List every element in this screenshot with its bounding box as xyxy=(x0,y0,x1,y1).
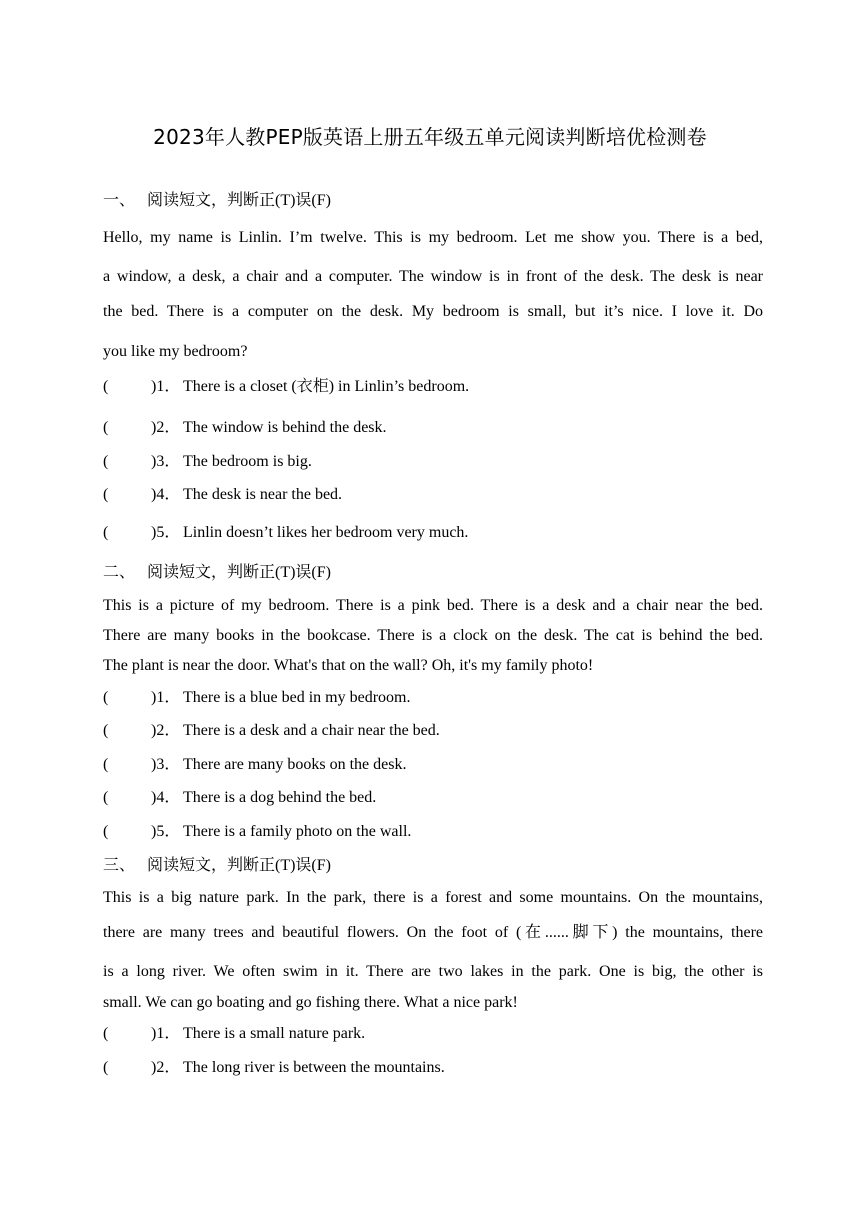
answer-blank[interactable]: ( xyxy=(103,453,109,470)
question-1-3 xyxy=(103,451,312,473)
question-number: )1． xyxy=(151,689,181,706)
question-text: There is a closet (衣柜) in Linlin’s bedroom. xyxy=(183,378,470,395)
question-number: )3． xyxy=(151,756,181,773)
passage-1-line-3: the bed. There is a computer on the desk. My bedroom is small, but it’s nice. I love it. Do xyxy=(103,303,763,320)
question-number: )2． xyxy=(151,1059,181,1076)
question-text: There is a blue bed in my bedroom. xyxy=(183,689,411,706)
question-number: )4． xyxy=(151,789,181,806)
question-1-2 xyxy=(103,417,387,439)
question-text: The long river is between the mountains. xyxy=(183,1059,445,1076)
passage-1-line-4: you like my bedroom? xyxy=(103,343,248,360)
question-2-1 xyxy=(103,687,411,709)
question-text: The bedroom is big. xyxy=(183,453,312,470)
section-2-number: 二、 xyxy=(103,564,136,581)
section-2-instruction: 阅读短文，判断正(T)误(F) xyxy=(147,564,331,581)
question-1-5 xyxy=(103,522,468,544)
question-2-3 xyxy=(103,754,406,776)
section-1-number: 一、 xyxy=(103,192,136,209)
passage-3-line-1: This is a big nature park. In the park, there is a forest and some mountains. On the mountains, xyxy=(103,889,763,906)
question-text: There is a dog behind the bed. xyxy=(183,789,377,806)
question-2-5 xyxy=(103,821,411,843)
passage-1-line-2: a window, a desk, a chair and a computer. The window is in front of the desk. The desk is near xyxy=(103,268,763,285)
passage-3-line-2: there are many trees and beautiful flowers. On the foot of (在......脚下) the mountains, there xyxy=(103,924,763,941)
passage-2-line-2: There are many books in the bookcase. There is a clock on the desk. The cat is behind the bed. xyxy=(103,627,763,644)
question-number: )3． xyxy=(151,453,181,470)
answer-blank[interactable]: ( xyxy=(103,1025,109,1042)
passage-1-line-1: Hello, my name is Linlin. I’m twelve. This is my bedroom. Let me show you. There is a bed, xyxy=(103,229,763,246)
question-number: )5． xyxy=(151,524,181,541)
question-number: )2． xyxy=(151,419,181,436)
answer-blank[interactable]: ( xyxy=(103,722,109,739)
section-1-instruction: 阅读短文，判断正(T)误(F) xyxy=(147,192,331,209)
question-text: Linlin doesn’t likes her bedroom very much. xyxy=(183,524,469,541)
question-number: )4． xyxy=(151,486,181,503)
question-number: )2． xyxy=(151,722,181,739)
answer-blank[interactable]: ( xyxy=(103,378,109,395)
question-2-2 xyxy=(103,720,440,742)
question-text: The desk is near the bed. xyxy=(183,486,343,503)
section-3-heading xyxy=(103,855,331,877)
question-text: There is a desk and a chair near the bed. xyxy=(183,722,440,739)
section-1-heading xyxy=(103,190,331,212)
passage-2-line-1: This is a picture of my bedroom. There is a pink bed. There is a desk and a chair near the bed. xyxy=(103,597,763,614)
section-3-instruction: 阅读短文，判断正(T)误(F) xyxy=(147,857,331,874)
question-2-4 xyxy=(103,787,376,809)
question-text: There is a family photo on the wall. xyxy=(183,823,412,840)
answer-blank[interactable]: ( xyxy=(103,486,109,503)
passage-2-line-3: The plant is near the door. What's that on the wall? Oh, it's my family photo! xyxy=(103,657,594,674)
answer-blank[interactable]: ( xyxy=(103,419,109,436)
question-text: There are many books on the desk. xyxy=(183,756,407,773)
page-title: 2023年人教PEP版英语上册五年级五单元阅读判断培优检测卷 xyxy=(153,125,707,149)
question-text: The window is behind the desk. xyxy=(183,419,387,436)
answer-blank[interactable]: ( xyxy=(103,823,109,840)
question-number: )5． xyxy=(151,823,181,840)
passage-3-line-4: small. We can go boating and go fishing there. What a nice park! xyxy=(103,994,518,1011)
answer-blank[interactable]: ( xyxy=(103,1059,109,1076)
answer-blank[interactable]: ( xyxy=(103,689,109,706)
section-3-number: 三、 xyxy=(103,857,136,874)
question-1-1 xyxy=(103,376,469,398)
passage-3-line-3: is a long river. We often swim in it. There are two lakes in the park. One is big, the other is xyxy=(103,963,763,980)
question-1-4 xyxy=(103,484,342,506)
question-3-1 xyxy=(103,1023,365,1045)
question-3-2 xyxy=(103,1057,445,1079)
question-number: )1． xyxy=(151,1025,181,1042)
section-2-heading xyxy=(103,562,331,584)
question-number: )1． xyxy=(151,378,181,395)
answer-blank[interactable]: ( xyxy=(103,756,109,773)
question-text: There is a small nature park. xyxy=(183,1025,366,1042)
answer-blank[interactable]: ( xyxy=(103,524,109,541)
answer-blank[interactable]: ( xyxy=(103,789,109,806)
